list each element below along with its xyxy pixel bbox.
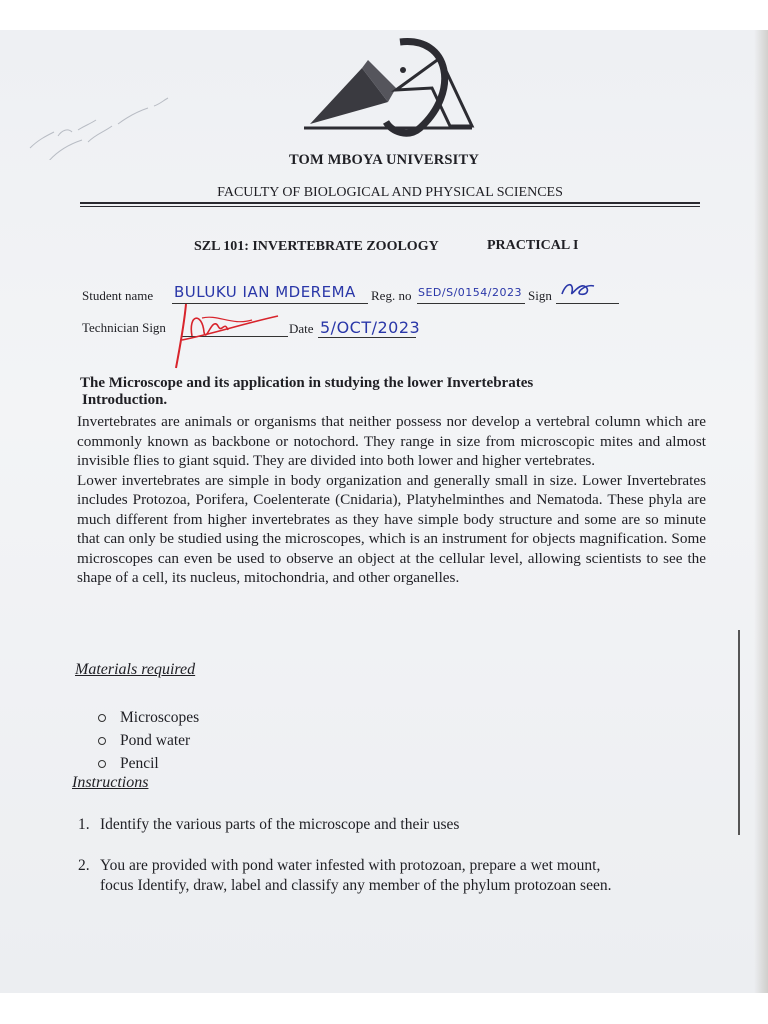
student-name-value: BULUKU IAN MDEREMA xyxy=(174,283,356,301)
materials-list xyxy=(98,706,199,775)
course-title: SZL 101: INVERTEBRATE ZOOLOGY xyxy=(194,239,439,254)
list-item: Pencil xyxy=(98,752,199,775)
instruction-item: 1. Identify the various parts of the microscope and their uses xyxy=(78,816,460,833)
reg-no-line xyxy=(417,303,525,304)
technician-sign-label: Technician Sign xyxy=(82,320,166,335)
date-value: 5/OCT/2023 xyxy=(320,318,421,337)
instruction-item: 2. You are provided with pond water infested with protozoan, prepare a wet mount, focus Identify, draw, label and classify any member of the phylum protozoan seen. xyxy=(78,857,612,894)
bullet-icon xyxy=(98,760,106,768)
university-logo xyxy=(300,32,476,156)
technician-signature xyxy=(162,296,282,372)
reg-no-value: SED/S/0154/2023 xyxy=(418,286,522,299)
header-divider-thin xyxy=(80,206,700,207)
student-signature xyxy=(558,278,598,300)
margin-pen-mark xyxy=(738,630,740,835)
pencil-scribble xyxy=(18,70,198,160)
materials-heading: Materials required xyxy=(75,661,196,678)
reg-no-label: Reg. no xyxy=(371,288,412,303)
paragraph: Lower invertebrates are simple in body organization and generally small in size. Lower Invertebrates includes Protozoa, Porifera, Coelenterate (Cnidaria), Platyhelminthes and Nematoda. These phyla are much different from higher invertebrates as they have simple body structure and some are so minute that can only be studied using the microscopes, which is an instrument for objects magnification. Some microscopes can even be used to observe an object at the cellular level, allowing scientists to see the shape of a cell, its nucleus, mitochondria, and other organelles. xyxy=(77,471,706,586)
instructions-heading: Instructions xyxy=(72,774,149,791)
page-edge-shadow xyxy=(754,30,768,993)
practical-number: PRACTICAL I xyxy=(487,238,579,253)
header-divider xyxy=(80,202,700,204)
document-page xyxy=(0,30,768,993)
list-item: Microscopes xyxy=(98,706,199,729)
date-line xyxy=(318,337,416,338)
sign-label: Sign xyxy=(528,288,552,303)
paragraph: Invertebrates are animals or organisms that neither possess nor develop a vertebral column which are commonly known as backbone or notochord. They range in size from microscopic mites and almost invisible flies to giant squid. They are divided into both lower and higher vertebrates. xyxy=(77,413,706,469)
faculty-name: FACULTY OF BIOLOGICAL AND PHYSICAL SCIENCES xyxy=(217,185,563,200)
bullet-icon xyxy=(98,737,106,745)
list-item: Pond water xyxy=(98,729,199,752)
date-label: Date xyxy=(289,321,314,336)
introduction-body xyxy=(77,412,706,588)
introduction-heading: Introduction. xyxy=(82,392,168,408)
university-name: TOM MBOYA UNIVERSITY xyxy=(288,152,480,168)
bullet-icon xyxy=(98,714,106,722)
student-name-label: Student name xyxy=(82,288,154,303)
page-title: The Microscope and its application in studying the lower Invertebrates xyxy=(80,375,534,391)
sign-line xyxy=(556,303,619,304)
